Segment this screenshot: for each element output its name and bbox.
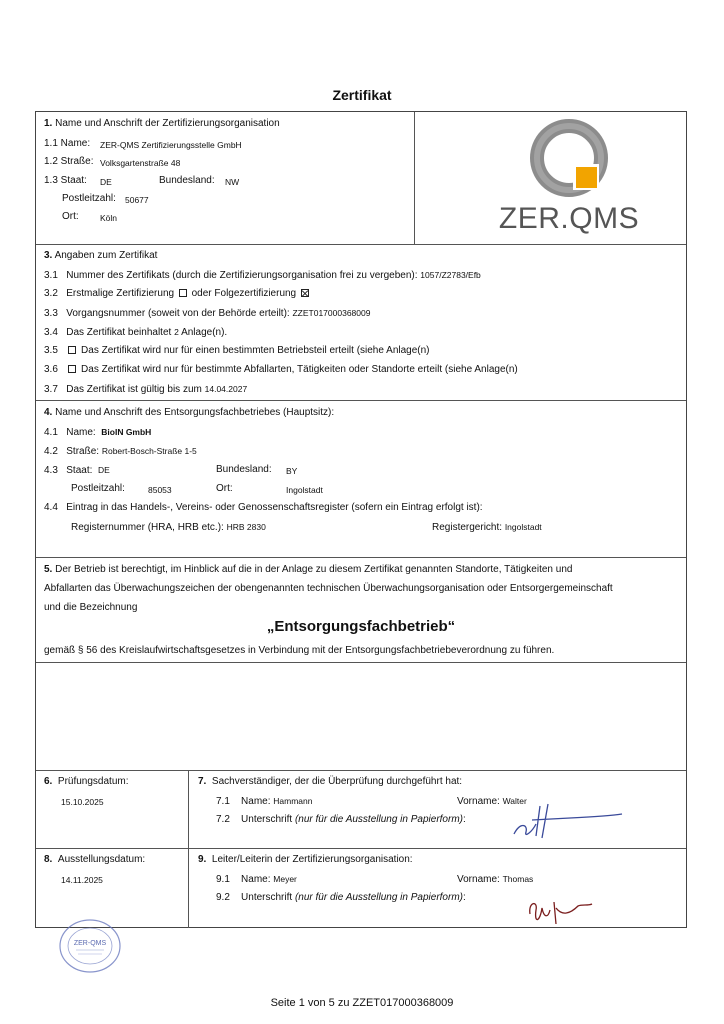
partial-scope-row: 3.5 Das Zertifikat wird nur für einen bestimmten Betriebsteil erteilt (siehe Anlage(n) (44, 345, 430, 356)
org-street-label: 1.2 Straße: (44, 156, 94, 167)
company-name-value: BioIN GmbH (101, 427, 152, 437)
issue-date-label: 8. Ausstellungsdatum: (44, 854, 146, 865)
section-5-line-3: und die Bezeichnung (44, 602, 138, 613)
first-cert-checkbox (179, 289, 187, 297)
svg-text:ZER-QMS: ZER-QMS (73, 940, 107, 947)
company-name-row: 4.1 Name: BioIN GmbH (44, 427, 152, 438)
section-3-heading: 3. Angaben zum Zertifikat (44, 250, 158, 261)
certificate-frame (35, 111, 687, 928)
expert-name-row: 7.1 Name: Hammann (216, 796, 313, 807)
register-row: 4.4 Eintrag in das Handels-, Vereins- oder Genossenschaftsregister (sofern ein Eintrag erfolgt ist): (44, 502, 483, 513)
divider (36, 662, 686, 663)
org-land-label: Bundesland: (159, 175, 215, 186)
org-name-value: ZER-QMS Zertifizierungsstelle GmbH (100, 140, 242, 150)
head-heading: 9. Leiter/Leiterin der Zertifizierungsorganisation: (198, 854, 413, 865)
section-5-line-4: gemäß § 56 des Kreislaufwirtschaftsgesetzes in Verbindung mit der Entsorgungsfachbetriebeverordnung zu führen. (44, 645, 555, 656)
divider (188, 770, 189, 928)
company-street-row: 4.2 Straße: Robert-Bosch-Straße 1-5 (44, 446, 197, 457)
section-5-line-1: 5. Der Betrieb ist berechtigt, im Hinblick auf die in der Anlage zu diesem Zertifikat genannten Standorte, Tätigkeiten und (44, 564, 573, 575)
logo-text: ZER.QMS (498, 202, 640, 235)
company-city-label: Ort: (216, 483, 233, 494)
company-city-value: Ingolstadt (286, 485, 323, 495)
annex-count-row: 3.4 Das Zertifikat beinhaltet 2 Anlage(n). (44, 327, 228, 338)
company-land-value: BY (286, 466, 298, 476)
head-firstname: Vorname: Thomas (457, 874, 534, 885)
divider (36, 848, 686, 849)
section-1-heading: 1. Name und Anschrift der Zertifizierungsorganisation (44, 118, 280, 129)
expert-heading: 7. Sachverständiger, der die Überprüfung durchgeführt hat: (198, 776, 463, 787)
head-name-row: 9.1 Name: Meyer (216, 874, 297, 885)
divider (414, 112, 415, 244)
register-number: Registernummer (HRA, HRB etc.): HRB 2830 (71, 522, 266, 533)
company-zip-value: 85053 (148, 485, 172, 495)
org-city-value: Köln (100, 213, 118, 223)
follow-cert-checkbox (301, 289, 309, 297)
divider (36, 400, 686, 401)
divider (36, 244, 686, 245)
head-signature (526, 894, 596, 928)
section-5-line-2: Abfallarten das Überwachungszeichen der obengenannten technischen Überwachungsorganisation oder Entsorgergemeinschaft (44, 583, 613, 594)
company-zip-label: Postleitzahl: (71, 483, 125, 494)
org-street-value: Volksgartenstraße 48 (100, 158, 181, 168)
company-land-label: Bundesland: (216, 464, 272, 475)
org-land-value: NW (225, 177, 240, 187)
partial-scope-checkbox (68, 346, 76, 354)
official-stamp (58, 918, 122, 974)
company-state-row: 4.3 Staat: DE (44, 465, 110, 476)
expert-firstname: Vorname: Walter (457, 796, 527, 807)
valid-until-row: 3.7 Das Zertifikat ist gültig bis zum 14.04.2027 (44, 384, 248, 395)
process-number-row: 3.3 Vorgangsnummer (soweit von der Behörde erteilt): ZZET017000368009 (44, 308, 371, 319)
logo-q-icon (489, 114, 649, 206)
org-zip-value: 50677 (125, 195, 149, 205)
org-name-label: 1.1 Name: (44, 138, 91, 149)
org-zip-label: Postleitzahl: (62, 193, 116, 204)
org-state-label: 1.3 Staat: (44, 175, 87, 186)
divider (36, 557, 686, 558)
exam-date-value: 15.10.2025 (61, 797, 104, 807)
restricted-scope-checkbox (68, 365, 76, 373)
cert-number-value: 1057/Z2783/Efb (420, 270, 481, 280)
divider (36, 770, 686, 771)
designation-title: „Entsorgungsfachbetrieb“ (266, 618, 456, 635)
head-signature-row: 9.2 Unterschrift (nur für die Ausstellung in Papierform): (216, 892, 466, 903)
expert-signature (510, 802, 630, 842)
cert-type-row: 3.2 Erstmalige Zertifizierung oder Folgezertifizierung (44, 288, 311, 300)
cert-number-row: 3.1 Nummer des Zertifikats (durch die Zertifizierungsorganisation frei zu vergeben): 1057/Z2783/Efb (44, 270, 481, 281)
expert-signature-row: 7.2 Unterschrift (nur für die Ausstellung in Papierform): (216, 814, 466, 825)
org-city-label: Ort: (62, 211, 79, 222)
zer-qms-logo (489, 114, 649, 242)
register-court: Registergericht: Ingolstadt (432, 522, 542, 533)
stamp-seal-icon (58, 918, 122, 974)
page-footer: Seite 1 von 5 zu ZZET017000368009 (270, 997, 454, 1009)
org-state-value: DE (100, 177, 112, 187)
exam-date-label: 6. Prüfungsdatum: (44, 776, 129, 787)
issue-date-value: 14.11.2025 (61, 875, 103, 885)
section-4-heading: 4. Name und Anschrift des Entsorgungsfachbetriebes (Hauptsitz): (44, 407, 335, 418)
document-title: Zertifikat (332, 87, 392, 103)
restricted-scope-row: 3.6 Das Zertifikat wird nur für bestimmte Abfallarten, Tätigkeiten oder Standorte erteilt (siehe Anlage(n) (44, 364, 518, 375)
